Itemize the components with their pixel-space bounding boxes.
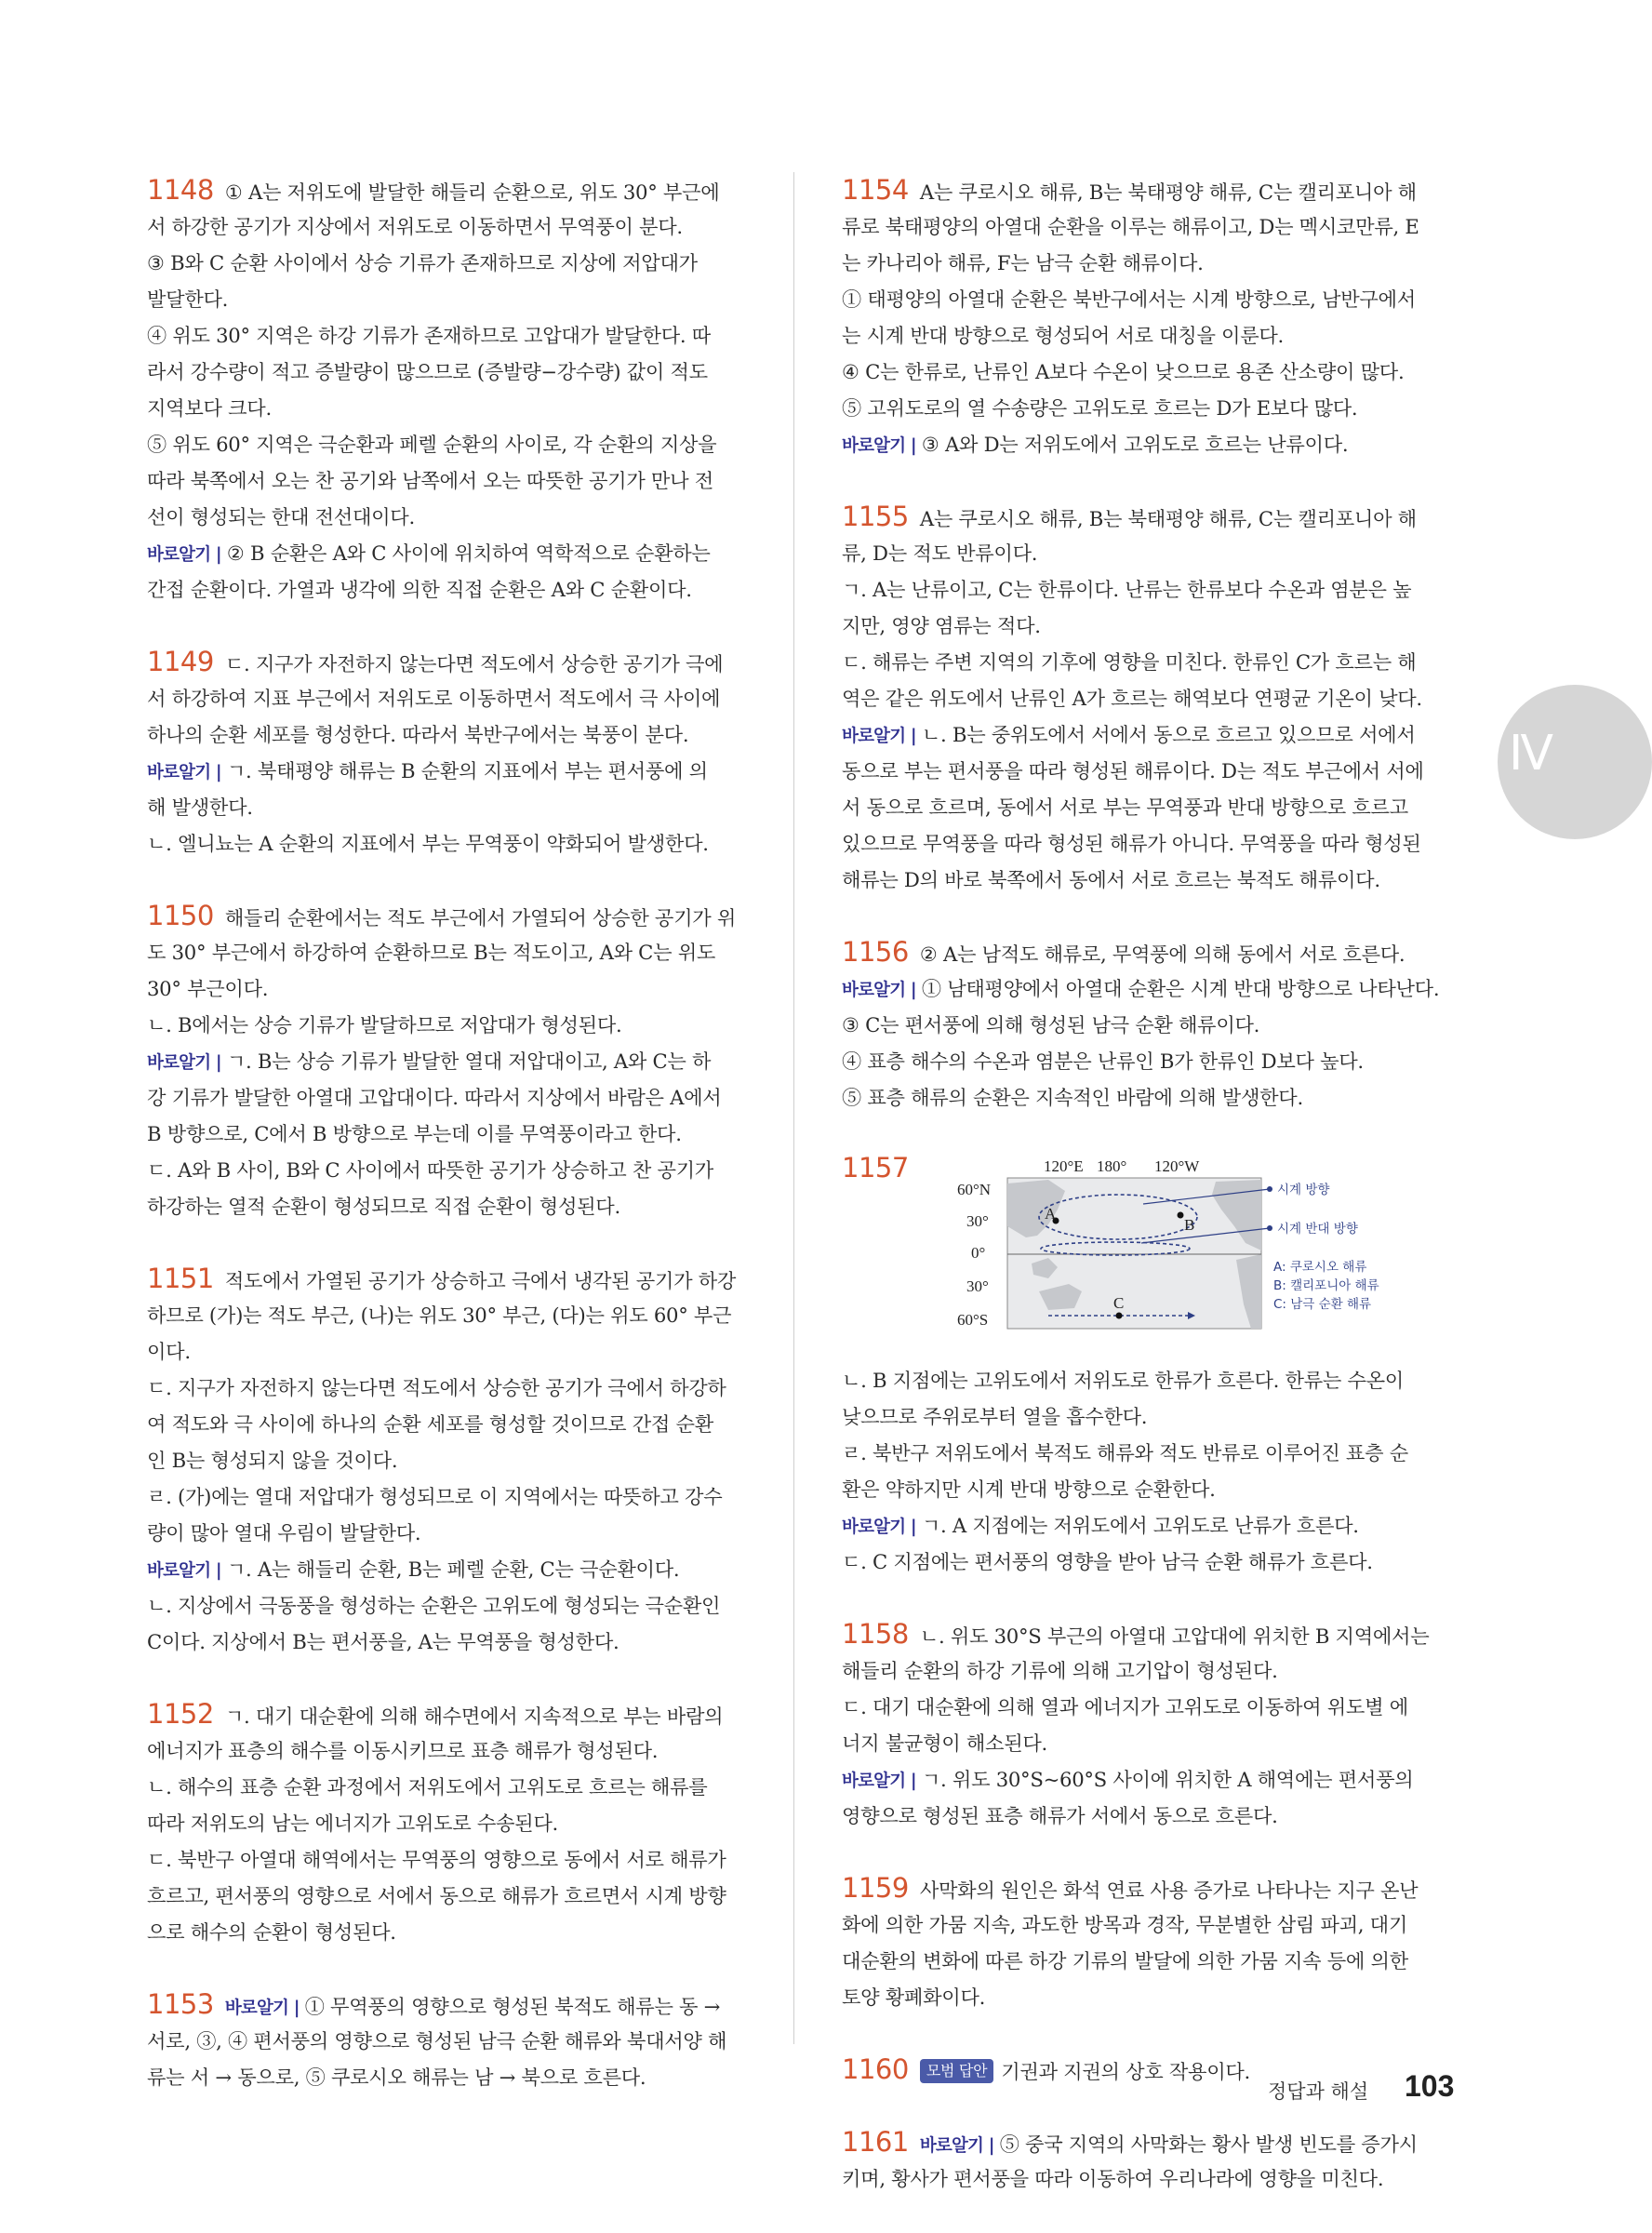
line-text: 류, D는 적도 반류이다.: [842, 542, 1038, 565]
text-line: [147, 1587, 761, 1624]
text-line: [842, 862, 1456, 898]
text-line: [147, 281, 761, 317]
point-label: A: [1045, 1205, 1057, 1223]
text-line: [842, 644, 1456, 680]
line-text: ㄱ. 대기 대순환에 의해 해수면에서 지속적으로 부는 바람의: [224, 1705, 724, 1728]
line-text: 는 카나리아 해류, F는 남극 순환 해류이다.: [842, 251, 1204, 274]
text-line: [842, 426, 1456, 462]
text-line: [147, 1841, 761, 1878]
line-text: ㄱ. 위도 30°S~60°S 사이에 위치한 A 해역에는 편서풍의: [921, 1768, 1414, 1791]
line-text: B 방향으로, C에서 B 방향으로 부는데 이를 무역풍이라고 한다.: [147, 1122, 682, 1145]
text-line: [147, 1043, 761, 1079]
answer-item-1156: [842, 934, 1456, 1116]
line-text: ㄷ. 지구가 자전하지 않는다면 적도에서 상승한 공기가 극에: [224, 652, 724, 675]
text-line: [842, 499, 1456, 535]
map-key: A: 쿠로시오 해류: [1273, 1260, 1367, 1275]
line-text: ㄴ. 지상에서 극동풍을 형성하는 순환은 고위도에 형성되는 극순환인: [147, 1594, 721, 1617]
legend-label: 시계 반대 방향: [1277, 1222, 1358, 1237]
line-text: 30° 부근이다.: [147, 977, 269, 1000]
line-text: 해들리 순환에서는 적도 부근에서 가열되어 상승한 공기가 위: [224, 906, 737, 929]
text-line: [147, 499, 761, 535]
line-text: 여 적도와 극 사이에 하나의 순환 세포를 형성할 것이므로 간접 순환: [147, 1412, 713, 1436]
text-line: [842, 753, 1456, 789]
line-text: ㄷ. 북반구 아열대 해역에서는 무역풍의 영향으로 동에서 서로 해류가: [147, 1848, 726, 1871]
text-line: [842, 317, 1456, 354]
item-number: 1151: [147, 1263, 214, 1294]
line-text: ㄴ. 위도 30°S 부근의 아열대 고압대에 위치한 B 지역에서는: [919, 1625, 1430, 1648]
text-line: [147, 245, 761, 281]
text-line: [842, 1943, 1456, 1979]
line-text: 키며, 황사가 편서풍을 따라 이동하여 우리나라에 영향을 미친다.: [842, 2167, 1384, 2190]
correction-label: 바로알기 |: [147, 763, 221, 782]
left-column: [147, 172, 761, 2132]
line-text: 강 기류가 발달한 아열대 고압대이다. 따라서 지상에서 바람은 A에서: [147, 1086, 722, 1109]
line-text: 류는 서 → 동으로, ⑤ 쿠로시오 해류는 남 → 북으로 흐른다.: [147, 2066, 646, 2089]
page-number: 103: [1405, 2069, 1455, 2103]
line-text: ④ 위도 30° 지역은 하강 기류가 존재하므로 고압대가 발달한다. 따: [147, 324, 711, 347]
line-text: ㄴ. 해수의 표층 순환 과정에서 저위도에서 고위도로 흐르는 해류를: [147, 1775, 708, 1798]
text-line: [842, 1471, 1456, 1507]
line-text: ㄱ. A는 해들리 순환, B는 페렐 순환, C는 극순환이다.: [226, 1558, 680, 1581]
line-text: ㄴ. B는 중위도에서 서에서 동으로 흐르고 있으므로 서에서: [921, 723, 1416, 746]
item-number: 1159: [842, 1872, 909, 1904]
map-key: B: 캘리포니아 해류: [1273, 1278, 1379, 1293]
column-divider: [793, 172, 794, 2044]
section-tab: [1498, 685, 1652, 839]
line-text: ③ C는 편서풍에 의해 형성된 남극 순환 해류이다.: [842, 1013, 1260, 1036]
item-number: 1154: [842, 174, 909, 206]
line-text: 해들리 순환의 하강 기류에 의해 고기압이 형성된다.: [842, 1659, 1278, 1682]
correction-label: 바로알기 |: [842, 727, 916, 746]
text-line: [147, 390, 761, 426]
line-text: 서 동으로 흐르며, 동에서 서로 부는 무역풍과 반대 방향으로 흐르고: [842, 796, 1408, 819]
line-text: 있으므로 무역풍을 따라 형성된 해류가 아니다. 무역풍을 따라 형성된: [842, 832, 1421, 855]
map-lat-label: 60°N: [957, 1181, 992, 1198]
item-number: 1160: [842, 2053, 909, 2085]
text-line: [842, 825, 1456, 862]
line-text: ④ C는 한류로, 난류인 A보다 수온이 낮으므로 용존 산소량이 많다.: [842, 360, 1405, 383]
line-text: ㄷ. 대기 대순환에 의해 열과 에너지가 고위도로 이동하여 위도별 에: [842, 1695, 1408, 1718]
line-text: 해 발생한다.: [147, 796, 253, 819]
right-group-b: [842, 1616, 1456, 2197]
text-line: [147, 1116, 761, 1152]
section-tab-label: Ⅳ: [1509, 728, 1553, 781]
item-number: 1157: [842, 1152, 909, 1183]
text-line: [842, 2160, 1456, 2197]
text-line: [842, 1689, 1456, 1725]
answer-item-1157: [842, 1152, 1456, 1580]
text-line: [147, 354, 761, 390]
line-text: ① 남태평양에서 아열대 순환은 시계 반대 방향으로 나타난다.: [921, 977, 1440, 1000]
answer-item-1155: [842, 499, 1456, 898]
text-line: [147, 208, 761, 245]
line-text: 하강하는 열적 순환이 형성되므로 직접 순환이 형성된다.: [147, 1195, 620, 1218]
correction-label: 바로알기 |: [842, 1518, 916, 1537]
text-line: [147, 1515, 761, 1551]
map-lon-label: 180°: [1097, 1157, 1127, 1175]
line-text: 발달한다.: [147, 287, 229, 311]
footer-label: 정답과 해설: [1268, 2080, 1369, 2103]
line-text: 사막화의 원인은 화석 연료 사용 증가로 나타나는 지구 온난: [919, 1879, 1419, 1902]
line-text: 라서 강수량이 적고 증발량이 많으므로 (증발량−강수량) 값이 적도: [147, 360, 708, 383]
text-line: [147, 1406, 761, 1442]
text-line: [842, 354, 1456, 390]
correction-label: 바로알기 |: [919, 2136, 994, 2156]
line-text: A는 쿠로시오 해류, B는 북태평양 해류, C는 캘리포니아 해: [919, 507, 1417, 530]
correction-label: 바로알기 |: [147, 545, 221, 565]
answer-item-1153: [147, 1986, 761, 2095]
answer-item-1148: [147, 172, 761, 608]
point-label: B: [1184, 1216, 1195, 1234]
line-text: 서 하강한 공기가 지상에서 저위도로 이동하면서 무역풍이 분다.: [147, 215, 683, 238]
line-text: ㄷ. 해류는 주변 지역의 기후에 영향을 미친다. 한류인 C가 흐르는 해: [842, 650, 1417, 674]
text-line: [842, 1979, 1456, 2015]
line-text: ㄱ. A 지점에는 저위도에서 고위도로 난류가 흐른다.: [921, 1514, 1359, 1537]
line-text: ⑤ 표층 해류의 순환은 지속적인 바람에 의해 발생한다.: [842, 1086, 1303, 1109]
line-text: 해류는 D의 바로 북쪽에서 동에서 서로 흐르는 북적도 해류이다.: [842, 868, 1380, 891]
line-text: ㄱ. 북태평양 해류는 B 순환의 지표에서 부는 편서풍에 의: [226, 759, 708, 782]
map-key: C: 남극 순환 해류: [1273, 1297, 1372, 1312]
text-line: [147, 1370, 761, 1406]
text-line: [842, 1079, 1456, 1116]
text-line: [147, 1261, 761, 1297]
text-line: [147, 2023, 761, 2059]
point-b-marker: [1178, 1212, 1184, 1219]
line-text: ㄹ. 북반구 저위도에서 북적도 해류와 적도 반류로 이루어진 표층 순: [842, 1441, 1408, 1464]
line-text: 따라 북쪽에서 오는 찬 공기와 남쪽에서 오는 따뜻한 공기가 만나 전: [147, 469, 713, 492]
text-line: [147, 1079, 761, 1116]
text-line: [147, 898, 761, 934]
text-line: [842, 1616, 1456, 1652]
line-text: 에너지가 표층의 해수를 이동시키므로 표층 해류가 형성된다.: [147, 1739, 659, 1762]
line-text: ㄷ. 지구가 자전하지 않는다면 적도에서 상승한 공기가 극에서 하강하: [147, 1376, 726, 1399]
line-text: ⑤ 위도 60° 지역은 극순환과 페렐 순환의 사이로, 각 순환의 지상을: [147, 433, 717, 456]
line-text: 간접 순환이다. 가열과 냉각에 의한 직접 순환은 A와 C 순환이다.: [147, 578, 692, 601]
text-line: [147, 825, 761, 862]
line-text: 지만, 영양 염류는 적다.: [842, 614, 1041, 637]
text-line: [842, 1798, 1456, 1834]
line-text: 하므로 (가)는 적도 부근, (나)는 위도 30° 부근, (다)는 위도 60° 부근: [147, 1304, 732, 1327]
line-text: 인 B는 형성되지 않을 것이다.: [147, 1449, 398, 1472]
correction-label: 바로알기 |: [224, 1999, 300, 2018]
line-text: ② A는 남적도 해류로, 무역풍에 의해 동에서 서로 흐른다.: [919, 943, 1406, 966]
line-text: 동으로 부는 편서풍을 따라 형성된 해류이다. D는 적도 부근에서 서에: [842, 759, 1424, 782]
ocean-current-map: [909, 1152, 1379, 1357]
line-text: 흐르고, 편서풍의 영향으로 서에서 동으로 해류가 흐르면서 시계 방향: [147, 1884, 726, 1907]
point-label: C: [1113, 1294, 1125, 1312]
line-text: ㄱ. B는 상승 기류가 발달한 열대 저압대이고, A와 C는 하: [226, 1050, 712, 1073]
point-c-marker: [1116, 1313, 1123, 1319]
line-text: 지역보다 크다.: [147, 396, 272, 420]
answer-item-body: [842, 1362, 1456, 1580]
text-line: [147, 1152, 761, 1188]
answer-item-1151: [147, 1261, 761, 1660]
text-line: [842, 970, 1456, 1007]
text-line: [842, 390, 1456, 426]
text-line: [147, 716, 761, 753]
text-line: [147, 1297, 761, 1333]
correction-label: 바로알기 |: [842, 981, 916, 1000]
text-line: [147, 789, 761, 825]
line-text: ㄷ. C 지점에는 편서풍의 영향을 받아 남극 순환 해류가 흐른다.: [842, 1550, 1373, 1573]
text-line: [842, 1007, 1456, 1043]
text-line: [842, 789, 1456, 825]
line-text: ③ B와 C 순환 사이에서 상승 기류가 존재하므로 지상에 저압대가: [147, 251, 698, 274]
line-text: 서로, ③, ④ 편서풍의 영향으로 형성된 남극 순환 해류와 북대서양 해: [147, 2029, 727, 2052]
text-line: [147, 571, 761, 608]
text-line: [147, 753, 761, 789]
map-lat-label: 30°: [966, 1277, 989, 1295]
map-lat-label: 0°: [971, 1244, 986, 1262]
ocean-current-map-block: [842, 1152, 1456, 1357]
line-text: 도 30° 부근에서 하강하여 순환하므로 B는 적도이고, A와 C는 위도: [147, 941, 716, 964]
text-line: [842, 608, 1456, 644]
text-line: [842, 571, 1456, 608]
text-line: [147, 644, 761, 680]
correction-label: 바로알기 |: [842, 436, 916, 456]
line-text: ㄷ. A와 B 사이, B와 C 사이에서 따뜻한 공기가 상승하고 찬 공기가: [147, 1158, 713, 1182]
line-text: 영향으로 형성된 표층 해류가 서에서 동으로 흐른다.: [842, 1804, 1278, 1827]
map-lat-label: 30°: [966, 1212, 989, 1230]
line-text: 으로 해수의 순환이 형성된다.: [147, 1920, 396, 1944]
text-line: [842, 1544, 1456, 1580]
text-line: [147, 1478, 761, 1515]
text-line: [842, 1507, 1456, 1544]
text-line: [842, 1652, 1456, 1689]
item-number: 1155: [842, 501, 909, 532]
line-text: 서 하강하여 지표 부근에서 저위도로 이동하면서 적도에서 극 사이에: [147, 687, 721, 710]
line-text: ④ 표층 해수의 수온과 염분은 난류인 B가 한류인 D보다 높다.: [842, 1050, 1364, 1073]
right-column: [842, 172, 1456, 2233]
line-text: ① A는 저위도에 발달한 해들리 순환으로, 위도 30° 부근에: [224, 181, 720, 204]
item-number: 1149: [147, 646, 214, 677]
text-line: [147, 172, 761, 208]
line-text: 낮으므로 주위로부터 열을 흡수한다.: [842, 1405, 1148, 1428]
text-line: [842, 1725, 1456, 1761]
text-line: [147, 1914, 761, 1950]
line-text: 는 시계 반대 방향으로 형성되어 서로 대칭을 이룬다.: [842, 324, 1284, 347]
text-line: [842, 1761, 1456, 1798]
model-answer-badge: 모범 답안: [920, 2059, 993, 2083]
legend-dot: [1267, 1186, 1272, 1192]
line-text: 량이 많아 열대 우림이 발달한다.: [147, 1521, 421, 1544]
line-text: 류로 북태평양의 아열대 순환을 이루는 해류이고, D는 멕시코만류, E: [842, 215, 1419, 238]
text-line: [842, 208, 1456, 245]
answer-item-1158: [842, 1616, 1456, 1834]
answer-item-1154: [842, 172, 1456, 462]
item-number: 1152: [147, 1698, 214, 1730]
line-text: ① 태평양의 아열대 순환은 북반구에서는 시계 방향으로, 남반구에서: [842, 287, 1416, 311]
item-number: 1156: [842, 936, 909, 968]
item-number: 1161: [842, 2126, 909, 2158]
text-line: [147, 680, 761, 716]
text-line: [842, 535, 1456, 571]
answer-item-1152: [147, 1696, 761, 1950]
legend-label: 시계 방향: [1277, 1183, 1330, 1197]
line-text: ㄹ. (가)에는 열대 저압대가 형성되므로 이 지역에서는 따뜻하고 강수: [147, 1485, 723, 1508]
text-line: [147, 2059, 761, 2095]
text-line: [842, 2124, 1456, 2160]
line-text: ③ A와 D는 저위도에서 고위도로 흐르는 난류이다.: [921, 433, 1349, 456]
text-line: [147, 934, 761, 970]
line-text: 환은 약하지만 시계 반대 방향으로 순환한다.: [842, 1478, 1216, 1501]
text-line: [842, 245, 1456, 281]
line-text: ⑤ 고위도로의 열 수송량은 고위도로 흐르는 D가 E보다 많다.: [842, 396, 1358, 420]
text-line: [842, 1043, 1456, 1079]
line-text: 토양 황폐화이다.: [842, 1986, 986, 2009]
line-text: 너지 불균형이 해소된다.: [842, 1732, 1047, 1755]
item-number: 1153: [147, 1988, 214, 2020]
line-text: ㄱ. A는 난류이고, C는 한류이다. 난류는 한류보다 수온과 염분은 높: [842, 578, 1412, 601]
line-text: ㄴ. 엘니뇨는 A 순환의 지표에서 부는 무역풍이 약화되어 발생한다.: [147, 832, 709, 855]
text-line: [147, 1986, 761, 2023]
item-number: 1158: [842, 1618, 909, 1650]
text-line: [147, 426, 761, 462]
line-text: ⑤ 중국 지역의 사막화는 황사 발생 빈도를 증가시: [999, 2133, 1418, 2156]
text-line: [147, 535, 761, 571]
map-lon-label: 120°E: [1044, 1157, 1084, 1175]
map-lon-label: 120°W: [1154, 1157, 1200, 1175]
text-line: [147, 1333, 761, 1370]
text-line: [147, 1624, 761, 1660]
answer-item-1150: [147, 898, 761, 1224]
line-text: 기권과 지권의 상호 작용이다.: [1001, 2060, 1250, 2083]
legend-dot: [1267, 1225, 1272, 1231]
text-line: [147, 317, 761, 354]
line-text: ㄴ. B에서는 상승 기류가 발달하므로 저압대가 형성된다.: [147, 1013, 622, 1036]
line-text: ② B 순환은 A와 C 사이에 위치하여 역학적으로 순환하는: [226, 542, 711, 565]
answer-item-1159: [842, 1870, 1456, 2015]
correction-label: 바로알기 |: [842, 1772, 916, 1791]
text-line: [842, 934, 1456, 970]
line-text: 대순환의 변화에 따른 하강 기류의 발달에 의한 가뭄 지속 등에 의한: [842, 1949, 1408, 1972]
answer-item-1149: [147, 644, 761, 862]
text-line: [147, 970, 761, 1007]
text-line: [147, 1732, 761, 1769]
line-text: 화에 의한 가뭄 지속, 과도한 방목과 경작, 무분별한 삼림 파괴, 대기: [842, 1913, 1408, 1936]
text-line: [842, 1362, 1456, 1398]
text-line: [147, 462, 761, 499]
line-text: 하나의 순환 세포를 형성한다. 따라서 북반구에서는 북풍이 분다.: [147, 723, 689, 746]
text-line: [147, 1442, 761, 1478]
line-text: 선이 형성되는 한대 전선대이다.: [147, 505, 415, 528]
line-text: 이다.: [147, 1340, 191, 1363]
map-lat-label: 60°S: [957, 1311, 989, 1329]
correction-label: 바로알기 |: [147, 1561, 221, 1581]
text-line: [147, 1878, 761, 1914]
text-line: [147, 1696, 761, 1732]
line-text: A는 쿠로시오 해류, B는 북태평양 해류, C는 캘리포니아 해: [919, 181, 1417, 204]
text-line: [842, 716, 1456, 753]
answer-item-1161: [842, 2124, 1456, 2197]
line-text: 역은 같은 위도에서 난류인 A가 흐르는 해역보다 연평균 기온이 낮다.: [842, 687, 1422, 710]
text-line: [842, 1435, 1456, 1471]
text-line: [842, 1870, 1456, 1906]
text-line: [842, 680, 1456, 716]
text-line: [147, 1551, 761, 1587]
item-number: 1148: [147, 174, 214, 206]
item-number: 1150: [147, 900, 214, 931]
text-line: [842, 1398, 1456, 1435]
text-line: [842, 172, 1456, 208]
line-text: ① 무역풍의 영향으로 형성된 북적도 해류는 동 →: [304, 1995, 721, 2018]
text-line: [147, 1007, 761, 1043]
text-line: [147, 1188, 761, 1224]
text-line: [842, 281, 1456, 317]
text-line: [147, 1805, 761, 1841]
right-group-a: [842, 172, 1456, 1116]
correction-label: 바로알기 |: [147, 1053, 221, 1073]
text-line: [147, 1769, 761, 1805]
text-line: [842, 1906, 1456, 1943]
line-text: 적도에서 가열된 공기가 상승하고 극에서 냉각된 공기가 하강: [224, 1269, 737, 1292]
line-text: 따라 저위도의 남는 에너지가 고위도로 수송된다.: [147, 1812, 558, 1835]
line-text: ㄴ. B 지점에는 고위도에서 저위도로 한류가 흐른다. 한류는 수온이: [842, 1369, 1404, 1392]
line-text: C이다. 지상에서 B는 편서풍을, A는 무역풍을 형성한다.: [147, 1630, 620, 1653]
